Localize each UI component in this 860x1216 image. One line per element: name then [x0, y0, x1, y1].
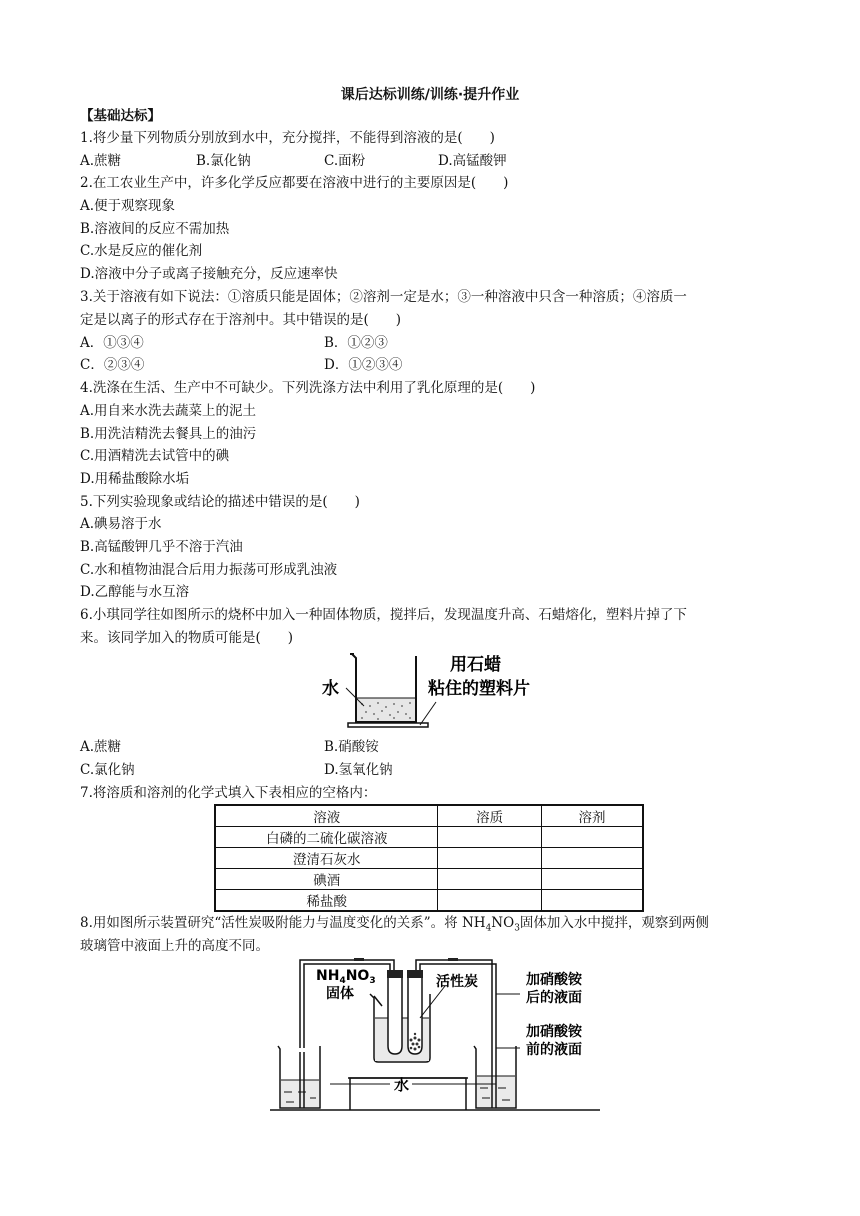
header-solvent: 溶剂	[541, 805, 643, 827]
solute-blank[interactable]	[438, 869, 542, 890]
right-beaker-icon	[474, 1046, 516, 1108]
fig-sub-4: 4	[339, 976, 346, 986]
q8-stem-part-b: NO	[491, 915, 515, 931]
q8-stem-part-c: 固体加入水中搅拌，观察到两侧	[519, 915, 709, 931]
q5-option-a: A.碘易溶于水	[80, 516, 162, 532]
row-solution-name: 稀盐酸	[215, 890, 438, 912]
q2-option-a: A.便于观察现象	[80, 198, 176, 214]
row-solution-name: 白磷的二硫化碳溶液	[215, 827, 438, 848]
table-row	[215, 827, 643, 848]
beaker-icon	[350, 654, 416, 722]
q1-option-b: B.氯化钠	[196, 153, 251, 169]
fig-label-water: 水	[322, 679, 339, 699]
q3-option-b: B．①②③	[324, 335, 388, 351]
fig-label-after-line1: 加硝酸铵	[526, 972, 582, 988]
page-title: 课后达标训练/训练·提升作业	[340, 87, 520, 103]
q2-option-c: C.水是反应的催化剂	[80, 243, 203, 259]
q2-option-b: B.溶液间的反应不需加热	[80, 221, 230, 237]
header-solution: 溶液	[215, 805, 438, 827]
solution-table	[214, 804, 644, 912]
beaker-figure	[320, 648, 540, 732]
q8-stem-part-a: 8.用如图所示装置研究“活性炭吸附能力与温度变化的关系”。将 NH	[80, 915, 486, 931]
q5-stem: 5.下列实验现象或结论的描述中错误的是( )	[80, 494, 360, 510]
q3-option-a: A．①③④	[80, 335, 144, 351]
solute-blank[interactable]	[438, 827, 542, 848]
q6-option-d: D.氢氧化钠	[324, 762, 393, 778]
q8-sub-4: 4	[485, 923, 492, 934]
row-solution-name: 澄清石灰水	[215, 848, 438, 869]
q6-stem-line2: 来。该同学加入的物质可能是( )	[80, 630, 294, 646]
fig-sub-3: 3	[369, 976, 376, 986]
fig-label-plate-line2: 粘住的塑料片	[428, 679, 530, 699]
q3-option-d: D．①②③④	[324, 357, 403, 373]
q6-option-b: B.硝酸铵	[324, 739, 379, 755]
fig-label-after-line2: 后的液面	[526, 990, 582, 1006]
q5-option-b: B.高锰酸钾几乎不溶于汽油	[80, 539, 243, 555]
solvent-blank[interactable]	[541, 848, 643, 869]
q8-stem-line1	[80, 913, 780, 939]
row-solution-name: 碘酒	[215, 869, 438, 890]
table-row	[215, 890, 643, 912]
q1-option-a: A.蔗糖	[80, 153, 122, 169]
fig-label-no: NO	[345, 968, 370, 984]
q5-option-c: C.水和植物油混合后用力振荡可形成乳浊液	[80, 562, 338, 578]
solvent-blank[interactable]	[541, 890, 643, 912]
q7-stem: 7.将溶质和溶剂的化学式填入下表相应的空格内：	[80, 785, 377, 801]
solvent-blank[interactable]	[541, 827, 643, 848]
header-solute: 溶质	[438, 805, 542, 827]
plastic-plate-icon	[348, 723, 428, 727]
fig-label-before-line1: 加硝酸铵	[526, 1024, 582, 1040]
table-row	[215, 869, 643, 890]
solute-blank[interactable]	[438, 890, 542, 912]
fig-label-carbon: 活性炭	[436, 974, 478, 990]
q4-option-b: B.用洗洁精洗去餐具上的油污	[80, 426, 257, 442]
fig-label-water: 水	[394, 1076, 410, 1094]
q8-stem-line2: 玻璃管中液面上升的高度不同。	[80, 938, 269, 954]
q5-option-d: D.乙醇能与水互溶	[80, 584, 190, 600]
q2-option-d: D.溶液中分子或离子接触充分，反应速率快	[80, 266, 338, 282]
fig-label-solid: 固体	[326, 986, 354, 1002]
fig-label-nh4no3: NH	[316, 968, 340, 984]
q6-stem-line1: 6.小琪同学往如图所示的烧杯中加入一种固体物质，搅拌后，发现温度升高、石蜡熔化，塑料片掉了下	[80, 607, 687, 623]
adsorption-apparatus-figure	[270, 956, 600, 1114]
q3-option-c: C．②③④	[80, 357, 145, 373]
table-header-row	[215, 805, 643, 827]
q3-stem-line2: 定是以离子的形式存在于溶剂中。其中错误的是( )	[80, 312, 402, 328]
q1-option-d: D.高锰酸钾	[438, 153, 507, 169]
svg-text:NH4NO3	[316, 968, 376, 986]
q4-option-c: C.用酒精洗去试管中的碘	[80, 448, 230, 464]
q1-stem: 1.将少量下列物质分别放到水中，充分搅拌，不能得到溶液的是( )	[80, 130, 495, 146]
solute-blank[interactable]	[438, 848, 542, 869]
fig-label-before-line2: 前的液面	[526, 1042, 582, 1058]
q6-option-c: C.氯化钠	[80, 762, 135, 778]
q3-stem-line1: 3.关于溶液有如下说法：①溶质只能是固体；②溶剂一定是水；③一种溶液中只含一种溶质；④溶质一	[80, 289, 687, 305]
q2-stem: 2.在工农业生产中，许多化学反应都要在溶液中进行的主要原因是( )	[80, 175, 509, 191]
q6-option-a: A.蔗糖	[80, 739, 122, 755]
left-beaker-icon	[278, 1046, 320, 1108]
q1-option-c: C.面粉	[324, 153, 366, 169]
q4-option-a: A.用自来水洗去蔬菜上的泥土	[80, 403, 257, 419]
solvent-blank[interactable]	[541, 869, 643, 890]
q4-stem: 4.洗涤在生活、生产中不可缺少。下列洗涤方法中利用了乳化原理的是( )	[80, 380, 536, 396]
table-row	[215, 848, 643, 869]
q4-option-d: D.用稀盐酸除水垢	[80, 471, 190, 487]
fig-label-plate-line1: 用石蜡	[450, 655, 501, 675]
section-heading: 【基础达标】	[80, 108, 161, 124]
q8-sub-3: 3	[514, 923, 520, 934]
